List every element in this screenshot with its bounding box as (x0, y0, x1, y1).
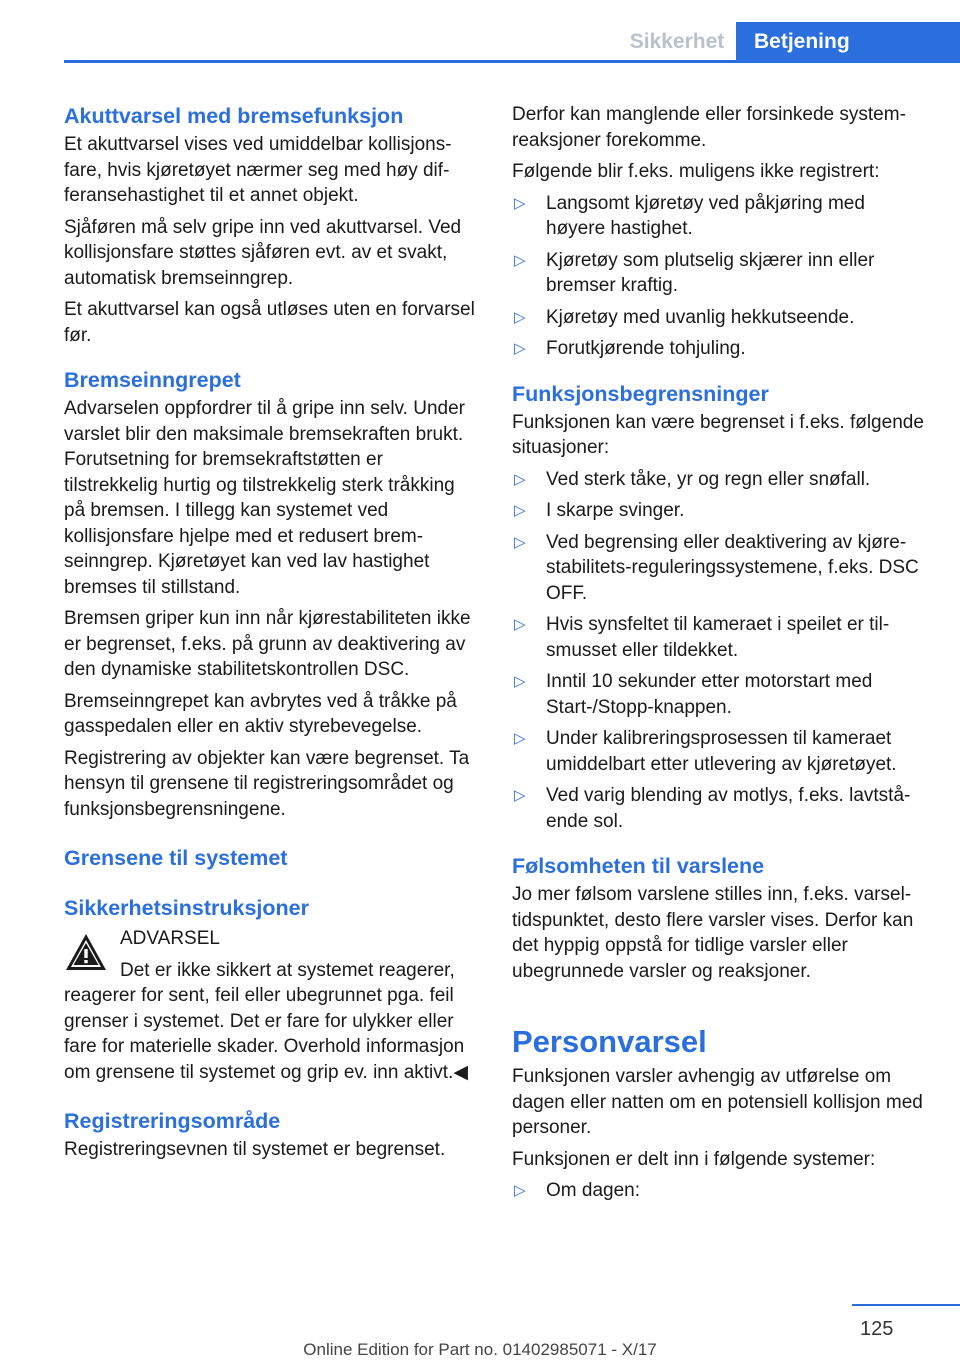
list-item: ▷ Ved begrensing eller deaktivering av kjørestabilitets-reguleringssystemene, f.eks. DSC OFF. (514, 531, 919, 604)
bullet-triangle-icon: ▷ (514, 251, 526, 269)
list-item: ▷ Under kalibreringsprosessen til kameraet umiddelbart etter utlevering av kjøretøyet. (514, 728, 897, 775)
bullet-triangle-icon: ▷ (514, 308, 526, 326)
warning-text: Det er ikke sikkert at systemet reagerer, (120, 959, 455, 981)
warning-text: reagerer for sent, feil eller ubegrunnet pga. feil grenser i systemet. Det er fare for ulykker eller fare for materielle skader. Overhold informasjon om grensene til systemet og grip ev. inn aktivt.◀ (64, 985, 468, 1083)
paragraph: Et akuttvarsel kan også utløses uten en forvarsel før. (64, 299, 475, 346)
bullet-triangle-icon: ▷ (514, 730, 526, 747)
paragraph: Bremsen griper kun inn når kjørestabiliteten ikke er begrenset, f.eks. på grunn av deaktivering av den dynamiske stabilitetskontrollen DSC. (64, 608, 471, 680)
list-item: ▷ Kjøretøy som plutselig skjærer inn eller bremser kraftig. (514, 249, 875, 296)
edition-footer: Online Edition for Part no. 01402985071 - X/17 (303, 1340, 657, 1359)
paragraph: Registrering av objekter kan være begrenset. Ta hensyn til grensene til registreringsområdet og funksjonsbegrensningene. (64, 747, 470, 820)
warning-label: ADVARSEL (120, 928, 220, 949)
limitations-list (512, 467, 928, 835)
bullet-triangle-icon: ▷ (514, 673, 526, 690)
list-item: ▷ Kjøretøy med uvanlig hekkutseende. (512, 305, 928, 331)
right-column (512, 102, 928, 1204)
heading-registreringsomrade: Registreringsområde (64, 1109, 281, 1133)
heading-personvarsel: Personvarsel (512, 1024, 707, 1059)
heading-folsomhet: Følsomheten til varslene (512, 854, 765, 878)
heading-funksjonsbegrensninger: Funksjonsbegrensninger (512, 381, 769, 406)
paragraph: Funksjonen varsler avhengig av utførelse om dagen eller natten om en potensiell kollisjon med personer. (512, 1066, 923, 1138)
paragraph: Et akuttvarsel vises ved umiddelbar kollisjonsfare, hvis kjøretøyet nærmer seg med høy differansehastighet til et annet objekt. (64, 134, 452, 206)
bullet-triangle-icon: ▷ (514, 502, 526, 519)
section-tab-betjening[interactable]: Betjening (736, 22, 960, 62)
bullet-triangle-icon: ▷ (514, 340, 526, 357)
page-header (0, 0, 960, 64)
paragraph: Bremseinngrepet kan avbrytes ved å tråkke på gasspedalen eller en aktiv styrebevegelse. (64, 690, 457, 737)
warning-block (64, 926, 478, 1085)
paragraph: Registreringsevnen til systemet er begrenset. (64, 1139, 446, 1160)
page-number: 125 (860, 1318, 894, 1340)
bullet-triangle-icon: ▷ (514, 533, 526, 551)
list-item: ▷ I skarpe svinger. (512, 498, 928, 524)
warning-triangle-icon (64, 932, 108, 972)
list-item: ▷ Ved varig blending av motlys, f.eks. lavtstående sol. (514, 785, 911, 832)
not-detected-list (512, 191, 928, 362)
heading-akuttvarsel: Akuttvarsel med bremsefunksjon (64, 104, 404, 128)
footer-rule (852, 1304, 960, 1306)
list-item: ▷ Ved sterk tåke, yr og regn eller snøfall. (512, 467, 928, 493)
bullet-triangle-icon: ▷ (514, 194, 526, 212)
list-item: ▷ Hvis synsfeltet til kameraet i speilet er tilsmusset eller tildekket. (514, 614, 890, 661)
bullet-triangle-icon: ▷ (514, 1182, 526, 1199)
section-tab-sikkerhet[interactable]: Sikkerhet (629, 30, 725, 53)
left-column (64, 102, 478, 1163)
list-item: ▷ Inntil 10 sekunder etter motorstart med Start-/Stopp-knappen. (514, 671, 873, 718)
paragraph: Funksjonen kan være begrenset i f.eks. følgende situasjoner: (512, 411, 924, 458)
bullet-triangle-icon: ▷ (514, 616, 526, 633)
bullet-triangle-icon: ▷ (514, 787, 526, 804)
paragraph: Sjåføren må selv gripe inn ved akuttvarsel. Ved kollisjonsfare støttes sjåføren evt. av et svakt, automatisk bremseinngrep. (64, 216, 462, 289)
heading-grensene: Grensene til systemet (64, 846, 288, 870)
heading-sikkerhetsinstruksjoner: Sikkerhetsinstruksjoner (64, 896, 309, 920)
list-item: ▷ Om dagen: (512, 1178, 928, 1204)
paragraph: Jo mer følsom varslene stilles inn, f.eks. varseltidspunktet, desto flere varsler vises. Derfor kan det hyppig oppstå for tidlige varsler eller ubegrunnede varsler og reaksjoner. (512, 884, 914, 982)
systems-list (512, 1178, 928, 1204)
paragraph: Advarselen oppfordrer til å gripe inn selv. Under varslet blir den maksimale bremsekraften brukt. Forutsetning for bremsekraftstøtten er tilstrekkelig hurtig og tilstrekkelig sterk tråkking på bremsen. I tillegg kan systemet ved kollisjonsfare hjelpe med et redusert bremseinngrep. Kjøretøyet kan ved lav hastighet bremses til stillstand. (64, 398, 465, 598)
heading-bremseinngrepet: Bremseinngrepet (64, 368, 241, 392)
bullet-triangle-icon: ▷ (514, 470, 526, 488)
paragraph: Funksjonen er delt inn i følgende systemer: (512, 1148, 876, 1170)
list-item: ▷ Langsomt kjøretøy ved påkjøring med høyere hastighet. (514, 192, 865, 239)
paragraph: Derfor kan manglende eller forsinkede systemreaksjoner forekomme. (512, 104, 906, 151)
header-rule (64, 60, 960, 63)
list-item: ▷ Forutkjørende tohjuling. (512, 336, 928, 362)
paragraph: Følgende blir f.eks. muligens ikke registrert: (512, 161, 880, 182)
